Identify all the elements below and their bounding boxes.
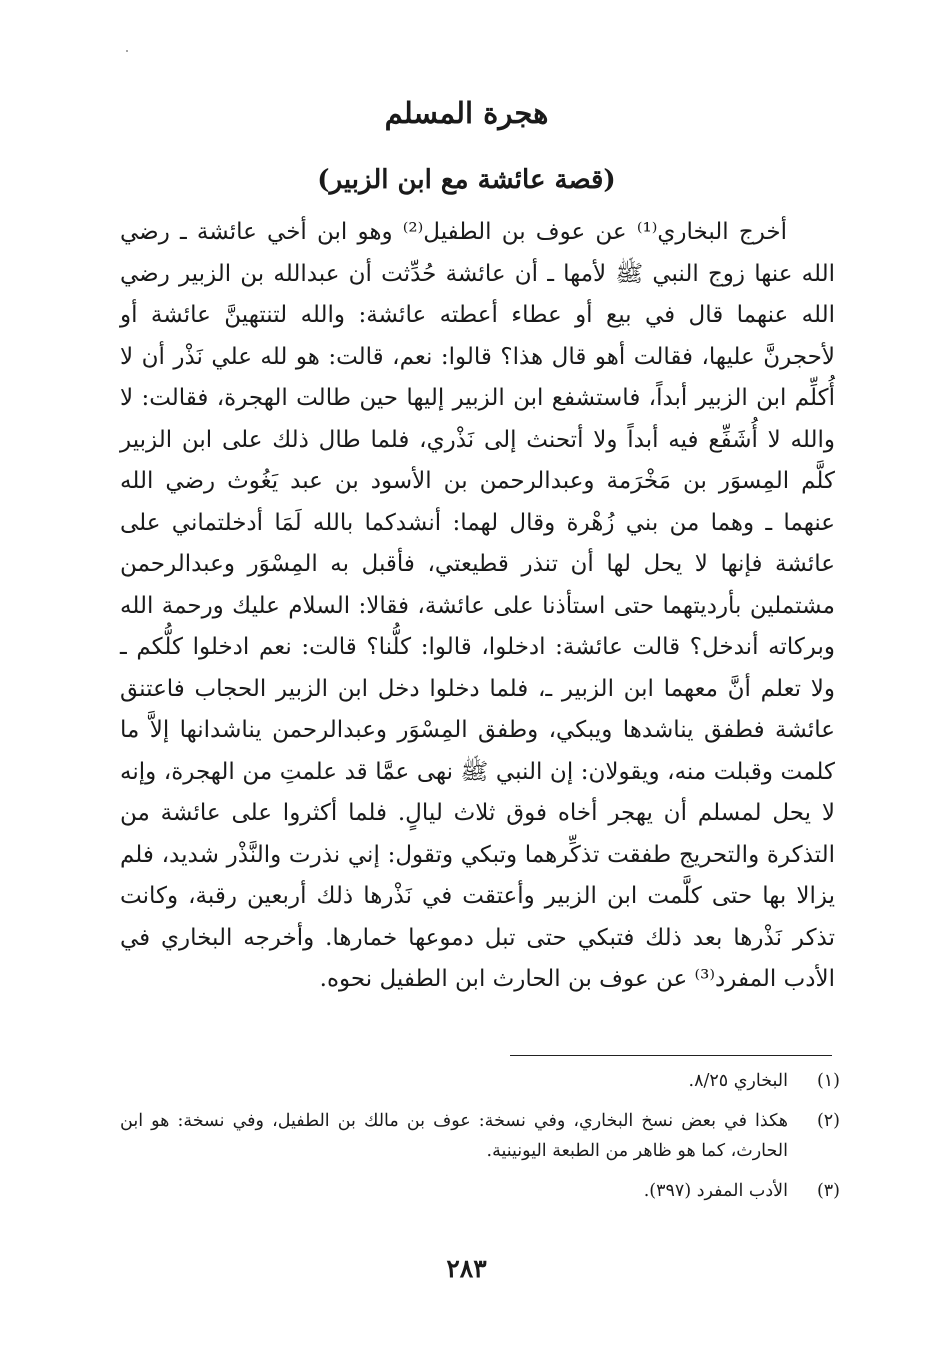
footnote-text: البخاري ٨/٢٥. [688, 1071, 788, 1091]
footnote-3 [120, 1176, 840, 1206]
footnote-2 [120, 1106, 840, 1166]
footnotes [120, 1066, 840, 1216]
scan-speck [126, 50, 128, 52]
page-number: ٢٨٣ [446, 1254, 487, 1283]
footnote-number: (٣) [816, 1181, 840, 1201]
footnote-1 [120, 1066, 840, 1096]
footnote-text: الأدب المفرد (٣٩٧). [643, 1181, 788, 1201]
body-paragraph: أخرج البخاري⁽¹⁾ عن عوف بن الطفيل⁽²⁾ وهو ابن أخي عائشة ـ رضي الله عنها زوج النبي ﷺ لأمها ـ أن عائشة حُدِّثت أن عبدالله بن الزبير رضي الله عنهما قال في بيع أو عطاء أعطته عائشة: والله لتنتهينَّ عائشة أو لأحجرنَّ عليها، فقالت أهو قال هذا؟ قالوا: نعم، قالت: هو لله علي نَذْر أن لا أُكلِّم ابن الزبير أبداً، فاستشفع ابن الزبير إليها حين طالت الهجرة، فقالت: لا والله لا أُشَفِّع فيه أبداً ولا أتحنث إلى نَذْري، فلما طال ذلك على ابن الزبير كلَّم المِسوَر بن مَخْرَمة وعبدالرحمن بن الأسود بن عبد يَغُوث رضي الله عنهما ـ وهما من بني زُهْرة وقال لهما: أنشدكما بالله لَمَا أدخلتماني على عائشة فإنها لا يحل لها أن تنذر قطيعتي، فأقبل به المِسْوَر وعبدالرحمن مشتملين بأرديتهما حتى استأذنا على عائشة، فقالا: السلام عليك ورحمة الله وبركاته أندخل؟ قالت عائشة: ادخلوا، قالوا: كلُّنا؟ قالت: نعم ادخلوا كلُّكم ـ ولا تعلم أنَّ معهما ابن الزبير ـ، فلما دخلوا دخل ابن الزبير الحجاب فاعتنق عائشة فطفق يناشدها ويبكي، وطفق المِسْوَر وعبدالرحمن يناشدانها إلاَّ ما كلمت وقبلت منه، ويقولان: إن النبي ﷺ نهى عمَّا قد علمتِ من الهجرة، وإنه لا يحل لمسلم أن يهجر أخاه فوق ثلاث ليالٍ. فلما أكثروا على عائشة من التذكرة والتحريج طفقت تذكِّرهما وتبكي وتقول: إني نذرت والنَّذْر شديد، فلم يزالا بها حتى كلَّمت ابن الزبير وأعتقت في نَذْرها ذلك أربعين رقبة، وكانت تذكر نَذْرها بعد ذلك فتبكي حتى تبل دموعها خمارها. وأخرجه البخاري في الأدب المفرد⁽³⁾ عن عوف بن الحارث ابن الطفيل نحوه. [120, 219, 835, 992]
footnote-number: (١) [816, 1071, 840, 1091]
body-text [120, 212, 835, 1001]
footnote-number: (٢) [816, 1111, 840, 1131]
page-title: هجرة المسلم [384, 96, 549, 130]
footnote-text: هكذا في بعض نسخ البخاري، وفي نسخة: عوف بن مالك بن الطفيل، وفي نسخة: هو ابن الحارث، كما هو ظاهر من الطبعة اليونينية. [120, 1111, 788, 1161]
footnote-divider [510, 1055, 832, 1056]
section-subtitle: (قصة عائشة مع ابن الزبير) [317, 165, 616, 195]
